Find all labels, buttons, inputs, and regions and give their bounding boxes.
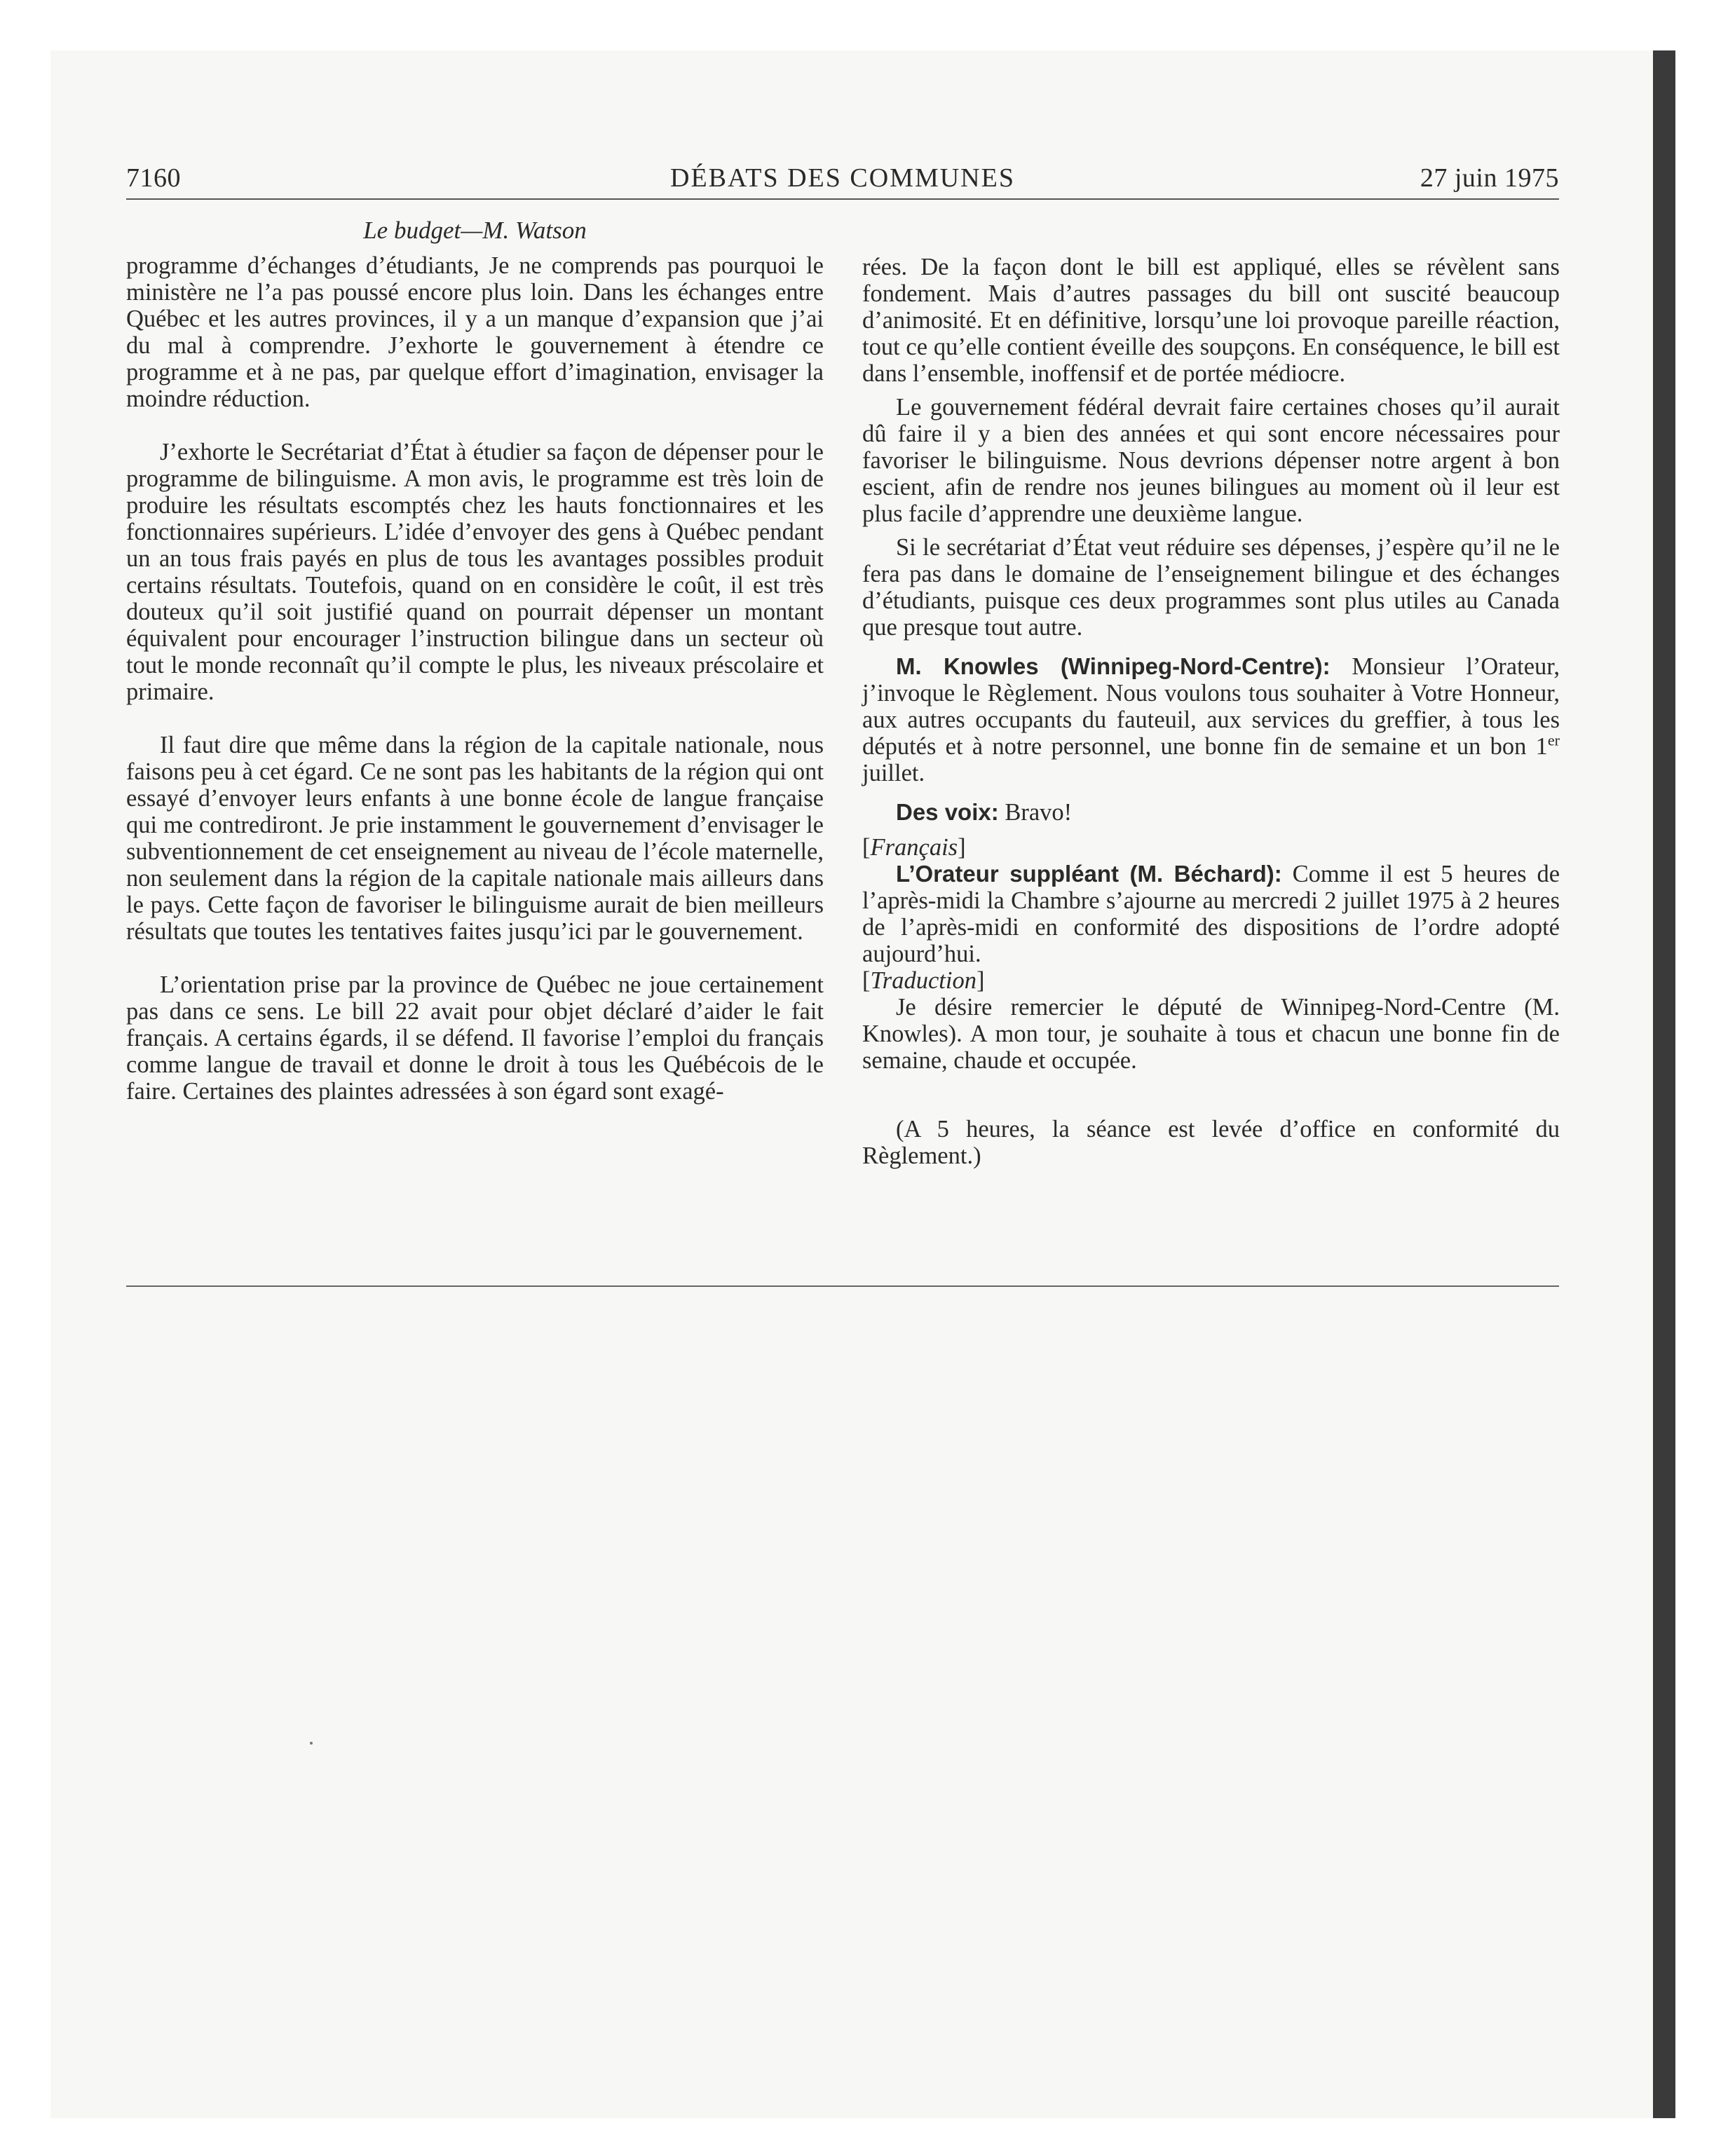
speaker-knowles: M. Knowles (Winnipeg-Nord-Centre): bbox=[896, 653, 1331, 679]
closing-note: (A 5 heures, la séance est levée d’office en conformité du Règlement.) bbox=[862, 1116, 1560, 1169]
publication-title: DÉBATS DES COMMUNES bbox=[670, 163, 1015, 193]
right-paragraph-3: Si le secrétariat d’État veut réduire ses dépenses, j’espère qu’il ne le fera pas dans le domaine de l’enseignement bilingue et des échanges d’étudiants, puisque ces deux programmes sont plus utiles au Canada que presque tout autre. bbox=[862, 534, 1560, 641]
left-paragraph-1: programme d’échanges d’étudiants, Je ne comprends pas pourquoi le ministère ne l’a pas poussé encore plus loin. Dans les échanges entre Québec et les autres provinces, il y a un manque d’expansion que j’ai du mal à comprendre. J’exhorte le gouvernement à étendre ce programme et à ne pas, par quelque effort d’imagination, envisager la moindre réduction. bbox=[126, 252, 824, 412]
language-marker-francais: [Français] bbox=[862, 834, 966, 861]
right-paragraph-1: rées. De la façon dont le bill est appliqué, elles se révèlent sans fondement. Mais d’autres passages du bill ont suscité beaucoup d’animosité. Et en définitive, lorsqu’une loi provoque pareille réaction, tout ce qu’elle contient éveille des soupçons. En conséquence, le bill est dans l’ensemble, inoffensif et de portée médiocre. bbox=[862, 254, 1560, 387]
traduction-label: Traduction bbox=[870, 967, 977, 994]
scan-speck bbox=[310, 1742, 313, 1745]
right-column bbox=[862, 254, 1560, 1169]
left-paragraph-3: Il faut dire que même dans la région de la capitale nationale, nous faisons peu à cet égard. Ce ne sont pas les habitants de la région qui ont essayé d’envoyer leurs enfants à une bonne école de langue française qui me contrediront. Je prie instamment le gouvernement d’envisager le subventionnement de cet enseignement au niveau de l’école maternelle, non seulement dans la région de la capitale nationale mais ailleurs dans le pays. Cette façon de favoriser le bilinguisme aurait de bien meilleurs résultats que toutes les tentatives faites jusqu’ici par le gouvernement. bbox=[126, 732, 824, 945]
header-rule bbox=[126, 198, 1559, 200]
scan-edge-shadow bbox=[1653, 50, 1675, 2118]
right-paragraph-2: Le gouvernement fédéral devrait faire certaines choses qu’il aurait dû faire il y a bien des années et qui sont encore nécessaires pour favoriser le bilinguisme. Nous devrions dépenser notre argent à bon escient, afin de rendre nos jeunes bilingues au moment où il leur est plus facile d’apprendre une deuxième langue. bbox=[862, 394, 1560, 527]
footer-rule bbox=[126, 1285, 1559, 1287]
knowles-intervention bbox=[862, 653, 1560, 786]
speaker-orateur: L’Orateur suppléant (M. Béchard): bbox=[896, 861, 1282, 887]
left-paragraph-4: L’orientation prise par la province de Québec ne joue certainement pas dans ce sens. Le bill 22 avait pour objet déclaré d’aider le fait français. A certains égards, il se défend. Il favorise l’emploi du français comme langue de travail et donne le droit à tous les Québécois de le faire. Certaines des plaintes adressées à son égard sont exagé- bbox=[126, 971, 824, 1105]
language-marker-traduction: [Traduction] bbox=[862, 967, 985, 994]
page-header bbox=[126, 163, 1559, 200]
voices-intervention bbox=[862, 799, 1560, 826]
francais-label: Français bbox=[870, 834, 958, 861]
left-paragraph-2: J’exhorte le Secrétariat d’État à étudier sa façon de dépenser pour le programme de bilinguisme. A mon avis, le programme est très loin de produire les résultats escomptés chez les hauts fonctionnaires et les fonctionnaires supérieurs. L’idée d’envoyer des gens à Québec pendant un an tous frais payés en plus de tous les avantages possibles produit certains résultats. Toutefois, quand on en considère le coût, il est très douteux qu’il soit justifié quand on pourrait dépenser un montant équivalent pour encourager l’instruction bilingue dans un secteur où tout le monde reconnaît qu’il compte le plus, les niveaux préscolaire et primaire. bbox=[126, 439, 824, 705]
knowles-text-end: juillet. bbox=[862, 760, 925, 786]
knowles-text: Monsieur l’Orateur, j’invoque le Règlement. Nous voulons tous souhaiter à Votre Honneur, aux autres occupants du fauteuil, aux services du greffier, à tous les députés et à notre personnel, une bonne fin de semaine et un bon 1 bbox=[862, 653, 1560, 760]
voices-text: Bravo! bbox=[1005, 799, 1073, 826]
knowles-superscript: er bbox=[1547, 731, 1560, 749]
orateur-text: Comme il est 5 heures de l’après-midi la Chambre s’ajourne au mercredi 2 juillet 1975 à 2 heures de l’après-midi en conformité des dispositions de l’ordre adopté aujourd’hui. bbox=[862, 861, 1560, 967]
running-head: Le budget—M. Watson bbox=[363, 217, 587, 244]
publication-date: 27 juin 1975 bbox=[1420, 163, 1559, 193]
speaker-voices: Des voix: bbox=[896, 799, 999, 825]
page-number: 7160 bbox=[126, 163, 181, 193]
orateur-intervention bbox=[862, 861, 1560, 967]
left-column bbox=[126, 217, 824, 1105]
remercier-paragraph: Je désire remercier le député de Winnipeg-Nord-Centre (M. Knowles). A mon tour, je souhaite à tous et chacun une bonne fin de semaine, chaude et occupée. bbox=[862, 994, 1560, 1074]
